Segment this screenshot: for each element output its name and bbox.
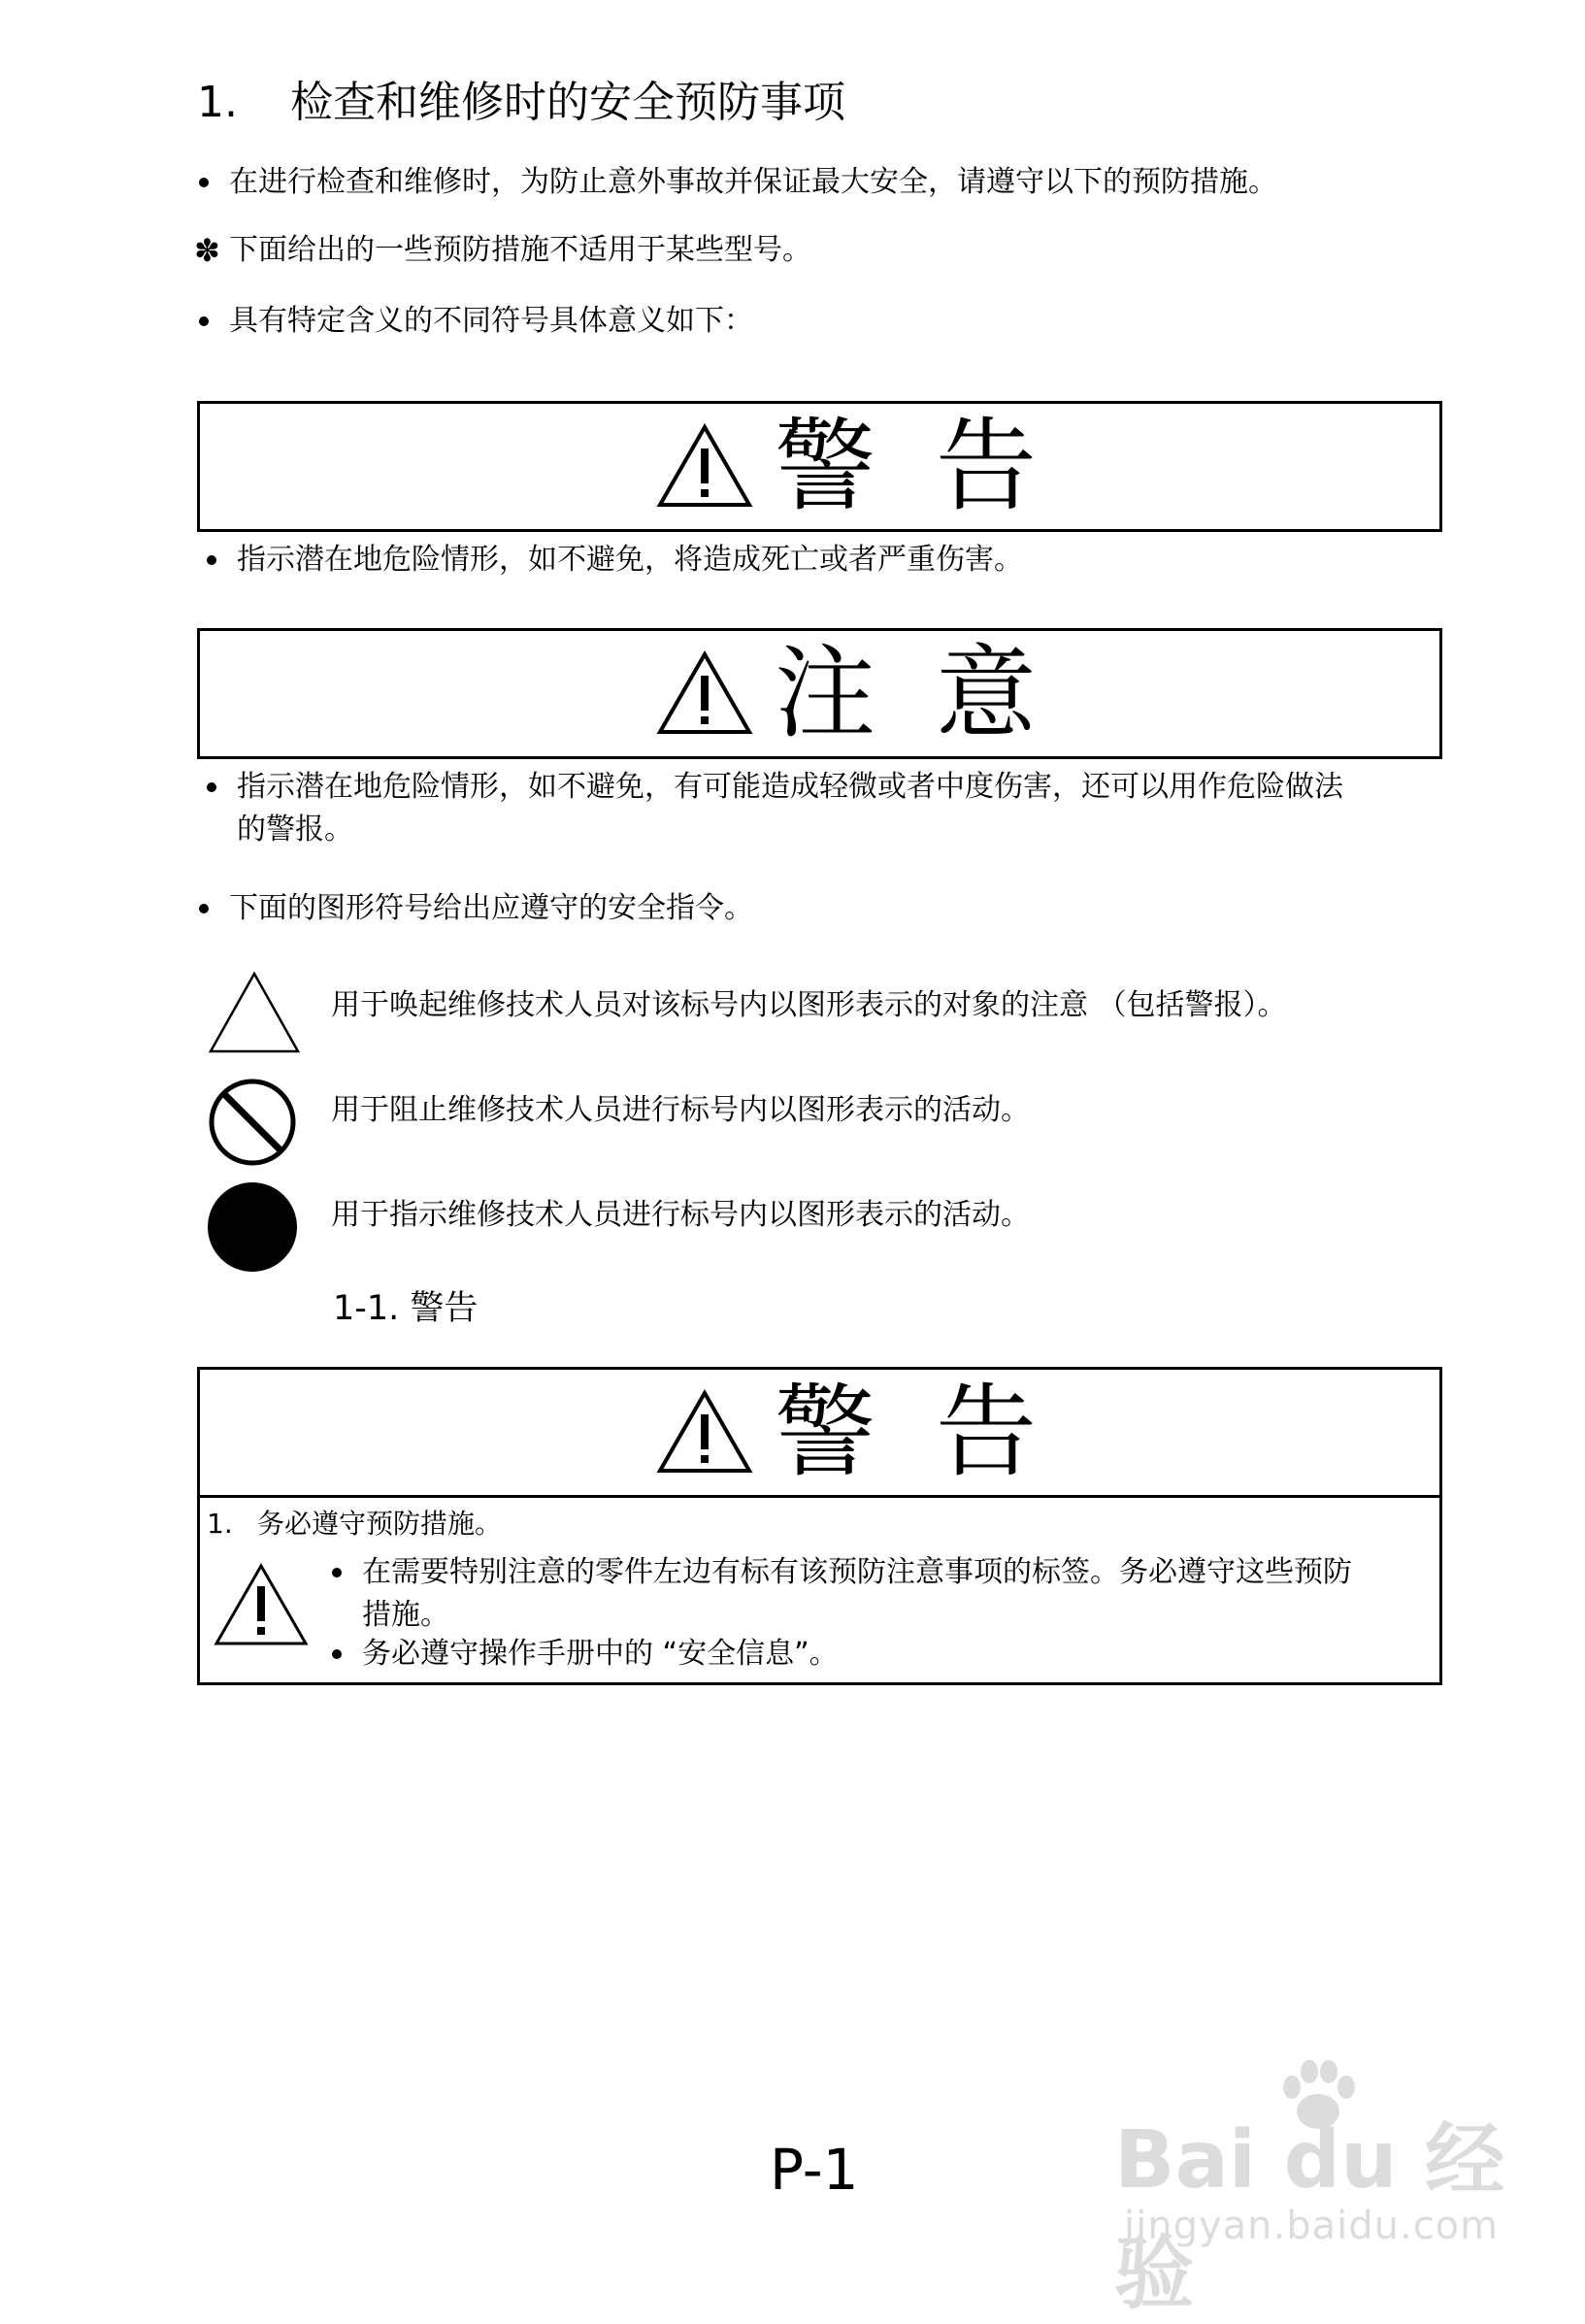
warning-triangle-icon (656, 1389, 753, 1475)
warning-item-title: 务必遵守预防措施。 (257, 1508, 503, 1540)
warning-triangle-icon (656, 650, 753, 736)
warning-item-number: 1. (207, 1508, 233, 1540)
subsection-title: 1-1. 警告 (333, 1289, 479, 1328)
intro-bullet-2: 具有特定含义的不同符号具体意义如下： (229, 304, 753, 338)
warning-box-bullet-2: 务必遵守操作手册中的 “安全信息”。 (362, 1637, 839, 1671)
bullet-dot (207, 782, 216, 792)
warning-box-char-1: 警 (775, 1373, 876, 1491)
bullet-dot (207, 555, 216, 565)
triangle-symbol-text: 用于唤起维修技术人员对该标号内以图形表示的对象的注意 （包括警报）。 (331, 988, 1287, 1022)
caution-char-2: 意 (936, 634, 1038, 752)
warning-description: 指示潜在地危险情形，如不避免，将造成死亡或者严重伤害。 (237, 543, 1023, 577)
warning-box-bullet-1-line-2: 措施。 (362, 1598, 449, 1632)
baidu-jingyan-watermark (1114, 2058, 1561, 2320)
caution-description-line-2: 的警报。 (237, 813, 353, 847)
warning-box-char-2: 告 (936, 1373, 1038, 1491)
warning-char-2: 告 (936, 407, 1038, 525)
page-number: P-1 (770, 2137, 859, 2203)
warning-triangle-icon (214, 1563, 309, 1646)
warning-triangle-icon (656, 423, 753, 509)
bullet-dot (199, 178, 209, 187)
section-title: 检查和维修时的安全预防事项 (290, 78, 845, 127)
caution-banner-content (656, 634, 1038, 752)
section-heading (197, 76, 845, 130)
caution-description-line-1: 指示潜在地危险情形，如不避免，有可能造成轻微或者中度伤害，还可以用作危险做法 (237, 770, 1343, 804)
mandatory-symbol-text: 用于指示维修技术人员进行标号内以图形表示的活动。 (331, 1198, 1030, 1232)
attention-triangle-icon (208, 971, 301, 1054)
bullet-dot (199, 316, 209, 326)
bullet-dot (199, 904, 209, 913)
warning-box-bullet-1-line-1: 在需要特别注意的零件左边有标有该预防注意事项的标签。务必遵守这些预防 (362, 1555, 1352, 1589)
watermark-logo-text: Bai du 经验 (1114, 2114, 1505, 2320)
prohibit-symbol-text: 用于阻止维修技术人员进行标号内以图形表示的活动。 (331, 1093, 1030, 1127)
warning-box-header (656, 1373, 1038, 1491)
warning-box-divider (197, 1495, 1442, 1498)
warning-banner-content (656, 407, 1038, 525)
watermark-url: jingyan.baidu.com (1124, 2204, 1500, 2248)
mandatory-action-icon (206, 1180, 299, 1274)
bullet-dot (332, 1568, 342, 1577)
section-number: 1. (197, 78, 238, 127)
warning-char-1: 警 (775, 407, 876, 525)
symbols-intro: 下面的图形符号给出应遵守的安全指令。 (229, 891, 753, 925)
intro-note: 下面给出的一些预防措施不适用于某些型号。 (229, 233, 811, 267)
bullet-dot (332, 1649, 342, 1659)
note-asterisk-icon: ✽ (194, 232, 220, 269)
caution-char-1: 注 (775, 634, 876, 752)
intro-bullet-1: 在进行检查和维修时，为防止意外事故并保证最大安全，请遵守以下的预防措施。 (229, 165, 1277, 199)
prohibition-icon (208, 1078, 297, 1167)
